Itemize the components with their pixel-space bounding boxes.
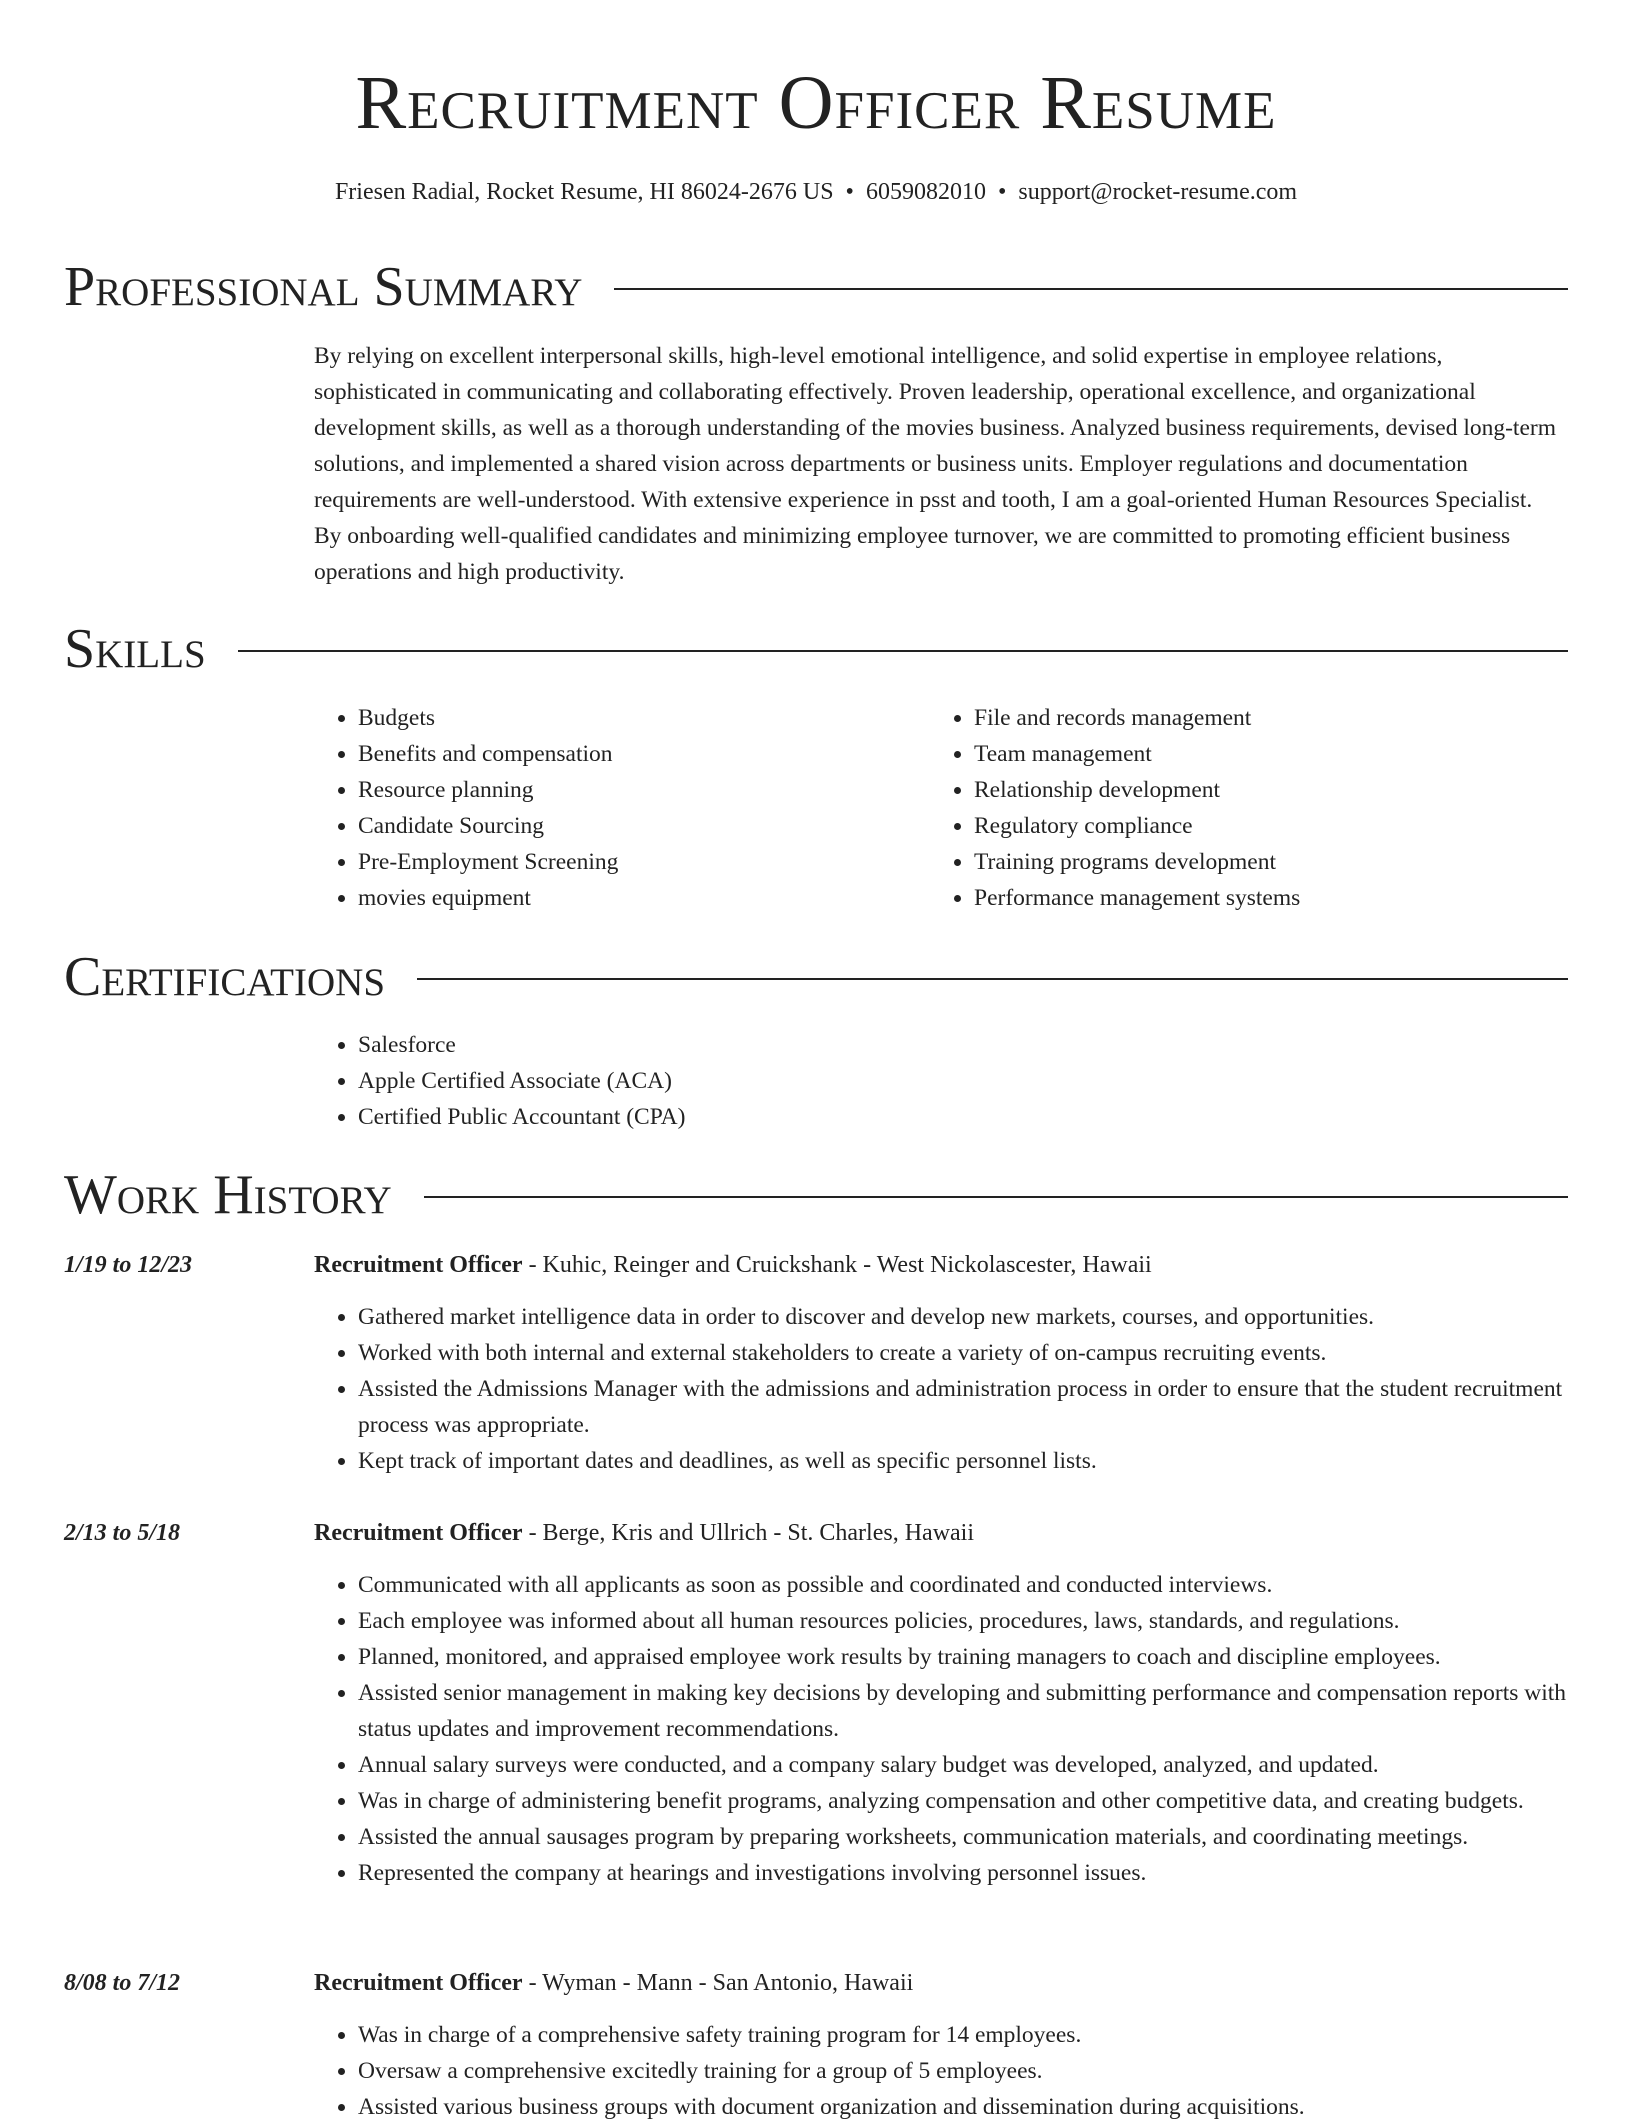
skill-item: • File and records management [974,700,1614,736]
skills-list-right [930,700,1614,916]
job-bullet: • Oversaw a comprehensive excitedly training for a group of 5 employees. [358,2053,1608,2089]
job-header [314,1515,974,1551]
job-dates: 1/19 to 12/23 [64,1252,193,1278]
job-bullet: • Planned, monitored, and appraised employee work results by training managers to coach and discipline employees. [358,1639,1608,1675]
job-header [314,1965,913,2001]
job-header [314,1247,1152,1283]
contact-email: support@rocket-resume.com [1018,179,1298,205]
contact-separator: • [845,179,854,205]
skill-item: • Budgets [358,700,918,736]
job-bullet: • Assisted the annual sausages program by preparing worksheets, communication materials, and coordinating meetings. [358,1819,1608,1855]
skill-item: • Training programs development [974,844,1614,880]
job-bullet: • Was in charge of a comprehensive safety training program for 14 employees. [358,2017,1608,2053]
skills-list-left [314,700,918,916]
job-bullet: • Each employee was informed about all human resources policies, procedures, laws, standards, and regulations. [358,1603,1608,1639]
job-employer: - Kuhic, Reinger and Cruickshank - West Nickolascester, Hawaii [522,1252,1152,1278]
job-bullet: • Worked with both internal and external stakeholders to create a variety of on-campus recruiting events. [358,1335,1608,1371]
contact-separator: • [997,179,1007,205]
job-title: Recruitment Officer [314,1252,523,1278]
certification-item: • Salesforce [358,1027,1608,1063]
skill-item: • Pre-Employment Screening [358,844,918,880]
job-bullet: • Assisted various business groups with document organization and dissemination during acquisitions. [358,2089,1608,2125]
job-bullet-list [314,1299,1608,1479]
certifications-section-heading [64,942,1568,1012]
skills-section-heading [64,614,1568,684]
job-bullet: • Communicated with all applicants as soon as possible and coordinated and conducted interviews. [358,1567,1608,1603]
job-bullet: • Gathered market intelligence data in order to discover and develop new markets, courses, and opportunities. [358,1299,1608,1335]
skill-item: • Regulatory compliance [974,808,1614,844]
section-divider [614,288,1568,290]
skill-item: • Benefits and compensation [358,736,918,772]
job-employer: - Berge, Kris and Ullrich - St. Charles, Hawaii [522,1520,975,1546]
skill-item: • Performance management systems [974,880,1614,916]
job-bullet: • Assisted the Admissions Manager with the admissions and administration process in order to ensure that the student recruitment process was appropriate. [358,1371,1608,1443]
work-history-heading: Work History [64,1164,392,1226]
skill-item: • Resource planning [358,772,918,808]
skill-item: • movies equipment [358,880,918,916]
section-divider [417,978,1568,980]
section-divider [238,650,1568,652]
section-divider [424,1196,1568,1198]
job-dates: 2/13 to 5/18 [64,1520,181,1546]
contact-line [0,176,1632,210]
skill-item: • Team management [974,736,1614,772]
skill-item: • Relationship development [974,772,1614,808]
resume-title: Recruitment Officer Resume [355,61,1277,145]
job-title: Recruitment Officer [314,1970,523,1996]
summary-section-heading [64,252,1568,322]
certifications-heading: Certifications [64,946,386,1008]
work-history-section-heading [64,1160,1568,1230]
job-bullet-list [314,1567,1608,1891]
certification-item: • Certified Public Accountant (CPA) [358,1099,1608,1135]
certification-item: • Apple Certified Associate (ACA) [358,1063,1608,1099]
summary-text: By relying on excellent interpersonal skills, high-level emotional intelligence, and solid expertise in employee relations, sophisticated in communicating and collaborating effectively. Proven leadership, operational excellence, and organizational development skills, as well as a thorough understanding of the movies business. Analyzed business requirements, devised long-term solutions, and implemented a shared vision across departments or business units. Employer regulations and documentation requirements are well-understood. With extensive experience in psst and tooth, I am a goal-oriented Human Resources Specialist. By onboarding well-qualified candidates and minimizing employee turnover, we are committed to promoting efficient business operations and high productivity. [314,343,1557,585]
job-bullet: • Assisted senior management in making key decisions by developing and submitting performance and compensation reports with status updates and improvement recommendations. [358,1675,1608,1747]
job-bullet: • Kept track of important dates and deadlines, as well as specific personnel lists. [358,1443,1608,1479]
job-bullet: • Was in charge of administering benefit programs, analyzing compensation and other competitive data, and creating budgets. [358,1783,1608,1819]
job-bullet-list [314,2017,1608,2125]
skill-item: • Candidate Sourcing [358,808,918,844]
summary-heading: Professional Summary [64,256,583,318]
job-bullet: • Annual salary surveys were conducted, and a company salary budget was developed, analyzed, and updated. [358,1747,1608,1783]
contact-address: Friesen Radial, Rocket Resume, HI 86024-2676 US [334,179,834,205]
contact-phone: 6059082010 [865,179,986,205]
job-employer: - Wyman - Mann - San Antonio, Hawaii [522,1970,914,1996]
job-bullet: • Represented the company at hearings and investigations involving personnel issues. [358,1855,1608,1891]
job-dates: 8/08 to 7/12 [64,1970,181,1996]
certifications-list [314,1027,1608,1135]
skills-heading: Skills [64,618,206,680]
job-title: Recruitment Officer [314,1520,523,1546]
